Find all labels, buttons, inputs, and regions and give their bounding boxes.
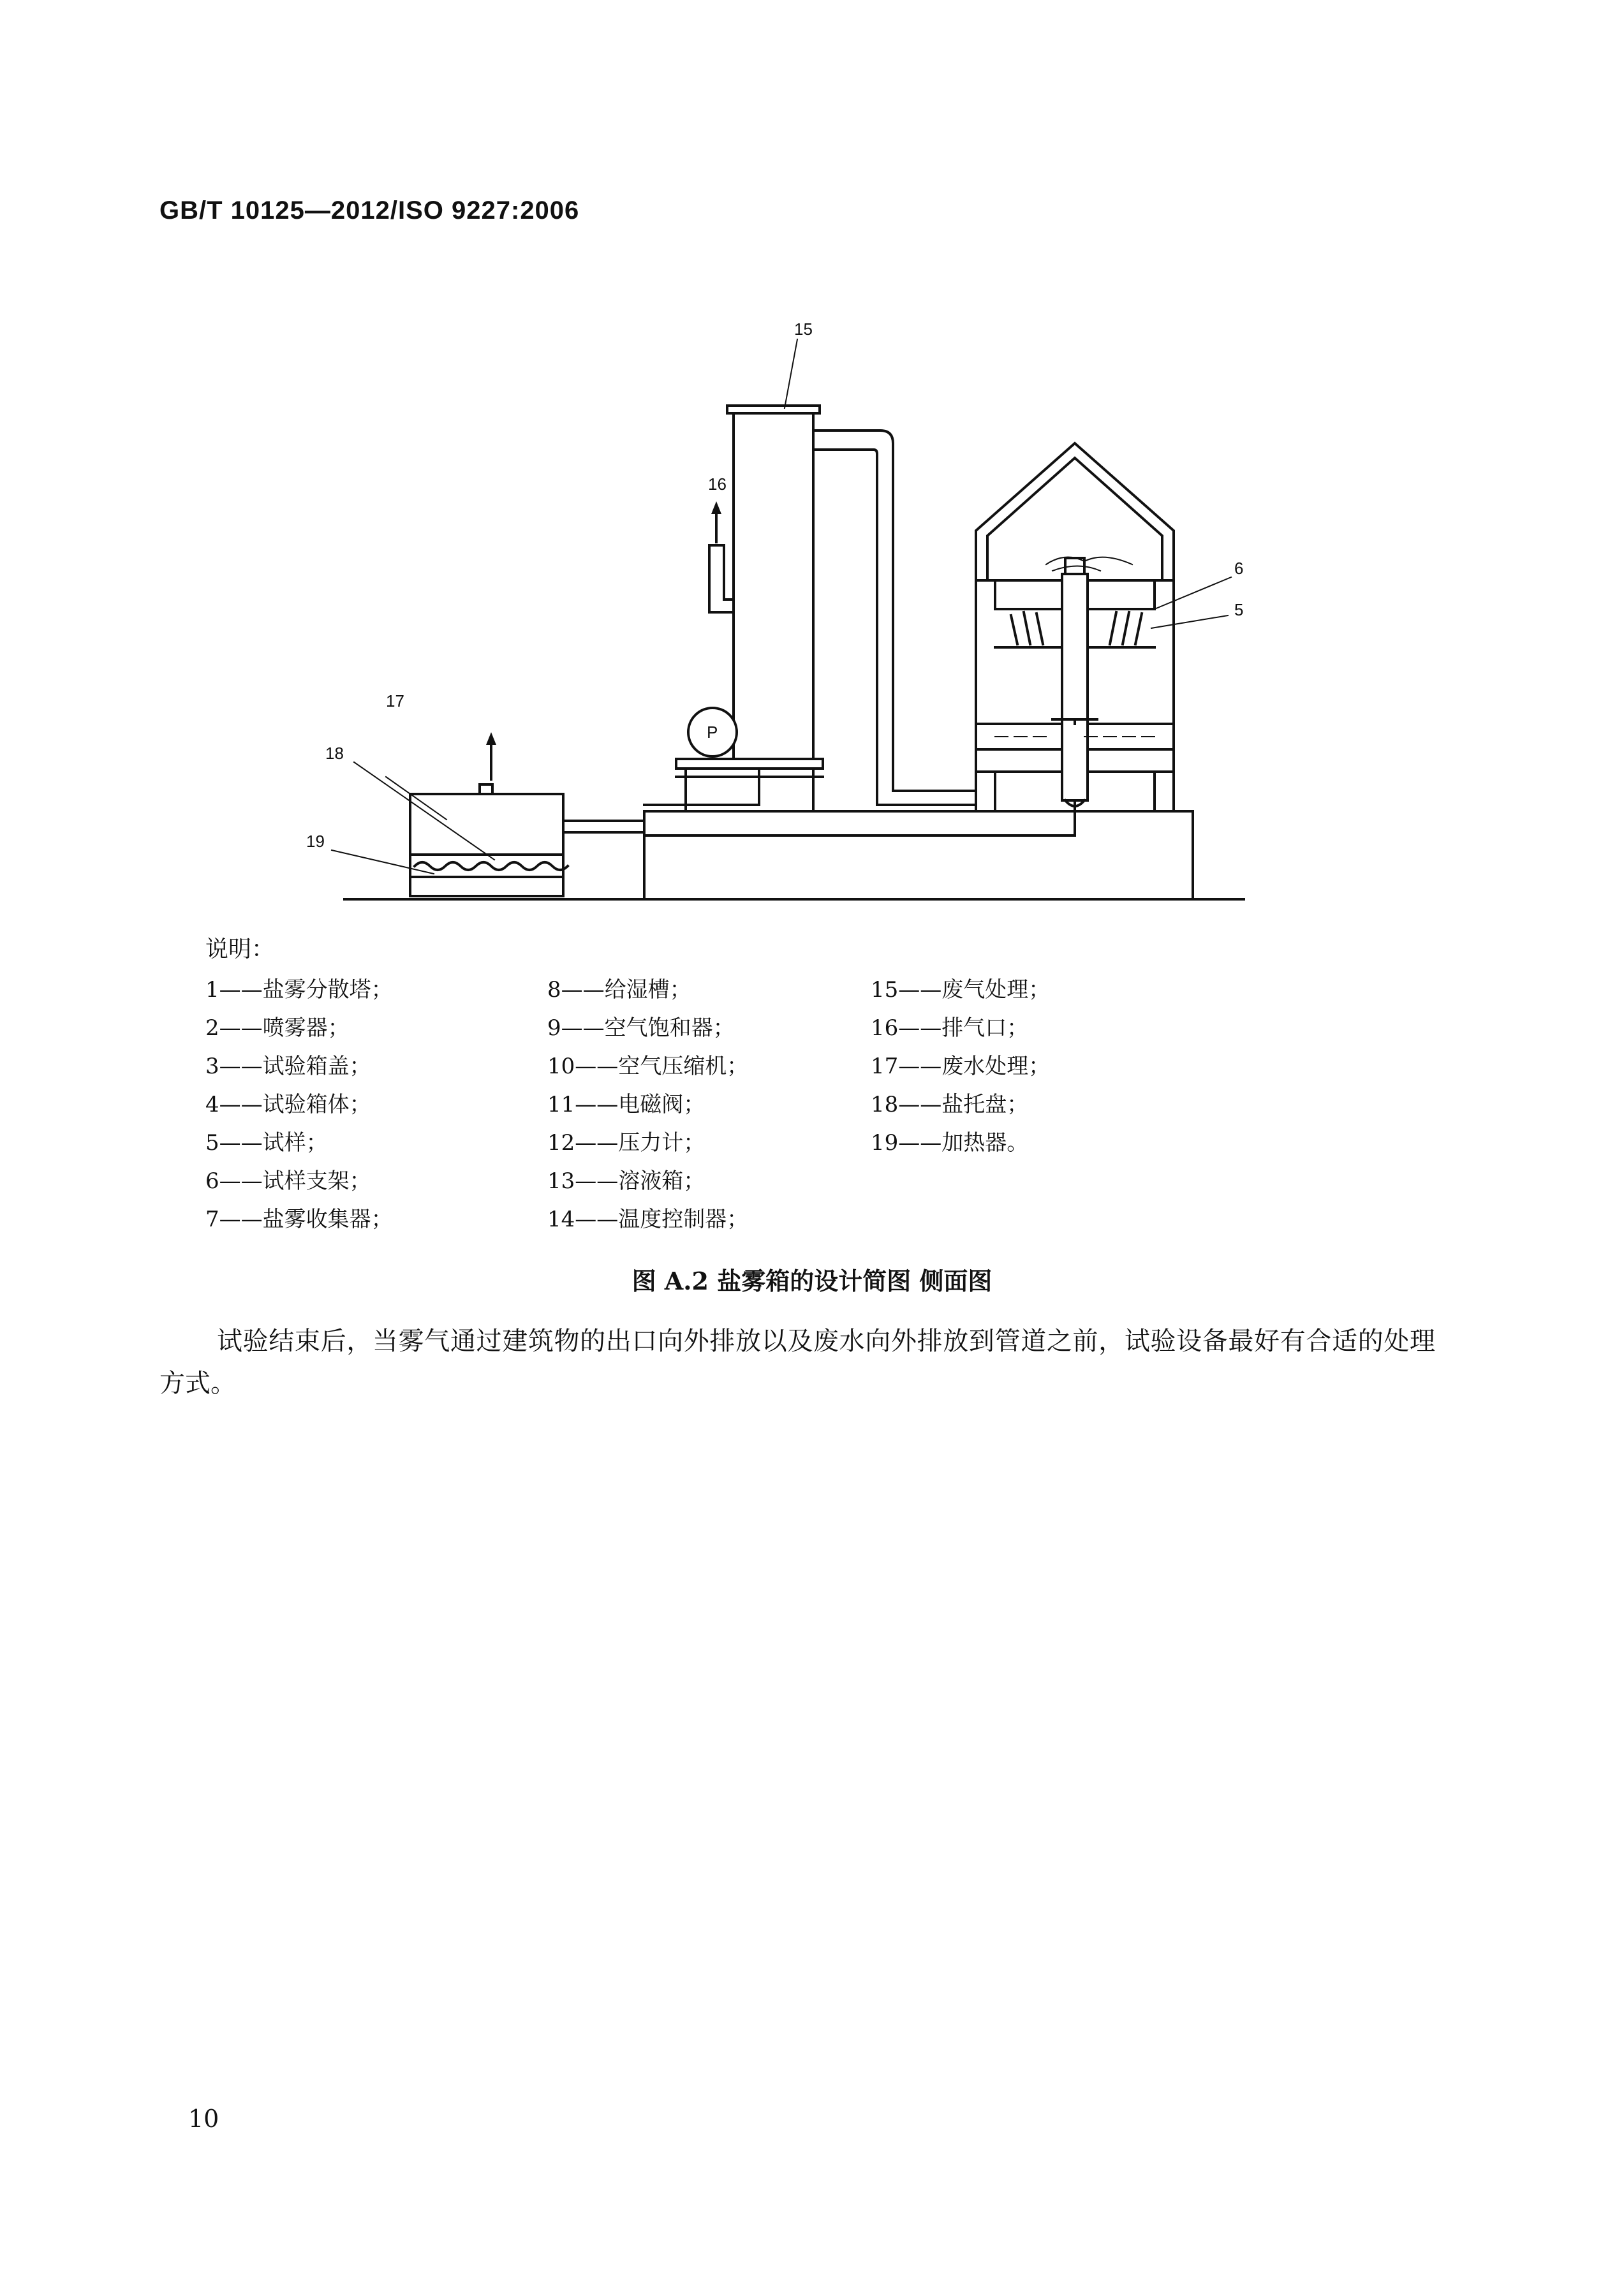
- label-5: 5: [1234, 600, 1244, 619]
- body-paragraph: 试验结束后，当雾气通过建筑物的出口向外排放以及废水向外排放到管道之前，试验设备最好有合适的处理方式。: [159, 1327, 1435, 1398]
- salt-spray-chamber-diagram: [0, 0, 1624, 944]
- tower-table: [676, 759, 823, 769]
- legend-item: 7——盐雾收集器；: [205, 1207, 393, 1232]
- legend-item: 15——废气处理；: [871, 977, 1051, 1003]
- figure-caption: 图 A.2 盐雾箱的设计简图 侧面图: [631, 1267, 993, 1295]
- legend-title: 说明：: [205, 936, 275, 962]
- legend-item: 18——盐托盘；: [871, 1092, 1029, 1117]
- legend-item: 8——给湿槽；: [547, 977, 691, 1003]
- document-header: GB/T 10125—2012/ISO 9227:2006: [159, 196, 580, 224]
- label-18: 18: [325, 744, 344, 763]
- legend-item: 5——试样；: [205, 1130, 328, 1156]
- legend-column-1: [205, 971, 393, 1239]
- legend-item: 13——溶液箱；: [547, 1168, 705, 1194]
- legend-column-3: [871, 971, 1050, 1162]
- label-17: 17: [386, 691, 404, 710]
- legend-item: 11——电磁阀；: [547, 1092, 705, 1117]
- legend-item: 4——试验箱体；: [205, 1092, 371, 1117]
- legend-item: 2——喷雾器；: [205, 1015, 350, 1041]
- label-16: 16: [708, 475, 727, 494]
- legend-item: 17——废水处理；: [871, 1054, 1051, 1079]
- legend-item: 3——试验箱盖；: [205, 1054, 371, 1079]
- pump-label: P: [707, 723, 718, 742]
- legend-item: 1——盐雾分散塔；: [205, 977, 393, 1003]
- label-6: 6: [1234, 559, 1244, 578]
- legend-column-2: [547, 971, 748, 1239]
- waste-water-cap: [480, 784, 492, 794]
- label-15: 15: [794, 320, 813, 339]
- legend-item: 14——温度控制器；: [547, 1207, 749, 1232]
- label-19: 19: [306, 832, 325, 851]
- dispersion-tower: [734, 411, 813, 759]
- legend-item: 16——排气口；: [871, 1015, 1029, 1041]
- legend-item: 19——加热器。: [871, 1130, 1029, 1156]
- legend-item: 9——空气饱和器；: [547, 1015, 735, 1041]
- legend-item: 6——试样支架；: [205, 1168, 371, 1194]
- tower-top-plate: [727, 406, 820, 413]
- page-number: 10: [188, 2105, 219, 2133]
- spray-nozzle-tube: [1062, 574, 1088, 800]
- legend-item: 10——空气压缩机；: [547, 1054, 749, 1079]
- base-platform: [644, 811, 1193, 899]
- legend-item: 12——压力计；: [547, 1130, 705, 1156]
